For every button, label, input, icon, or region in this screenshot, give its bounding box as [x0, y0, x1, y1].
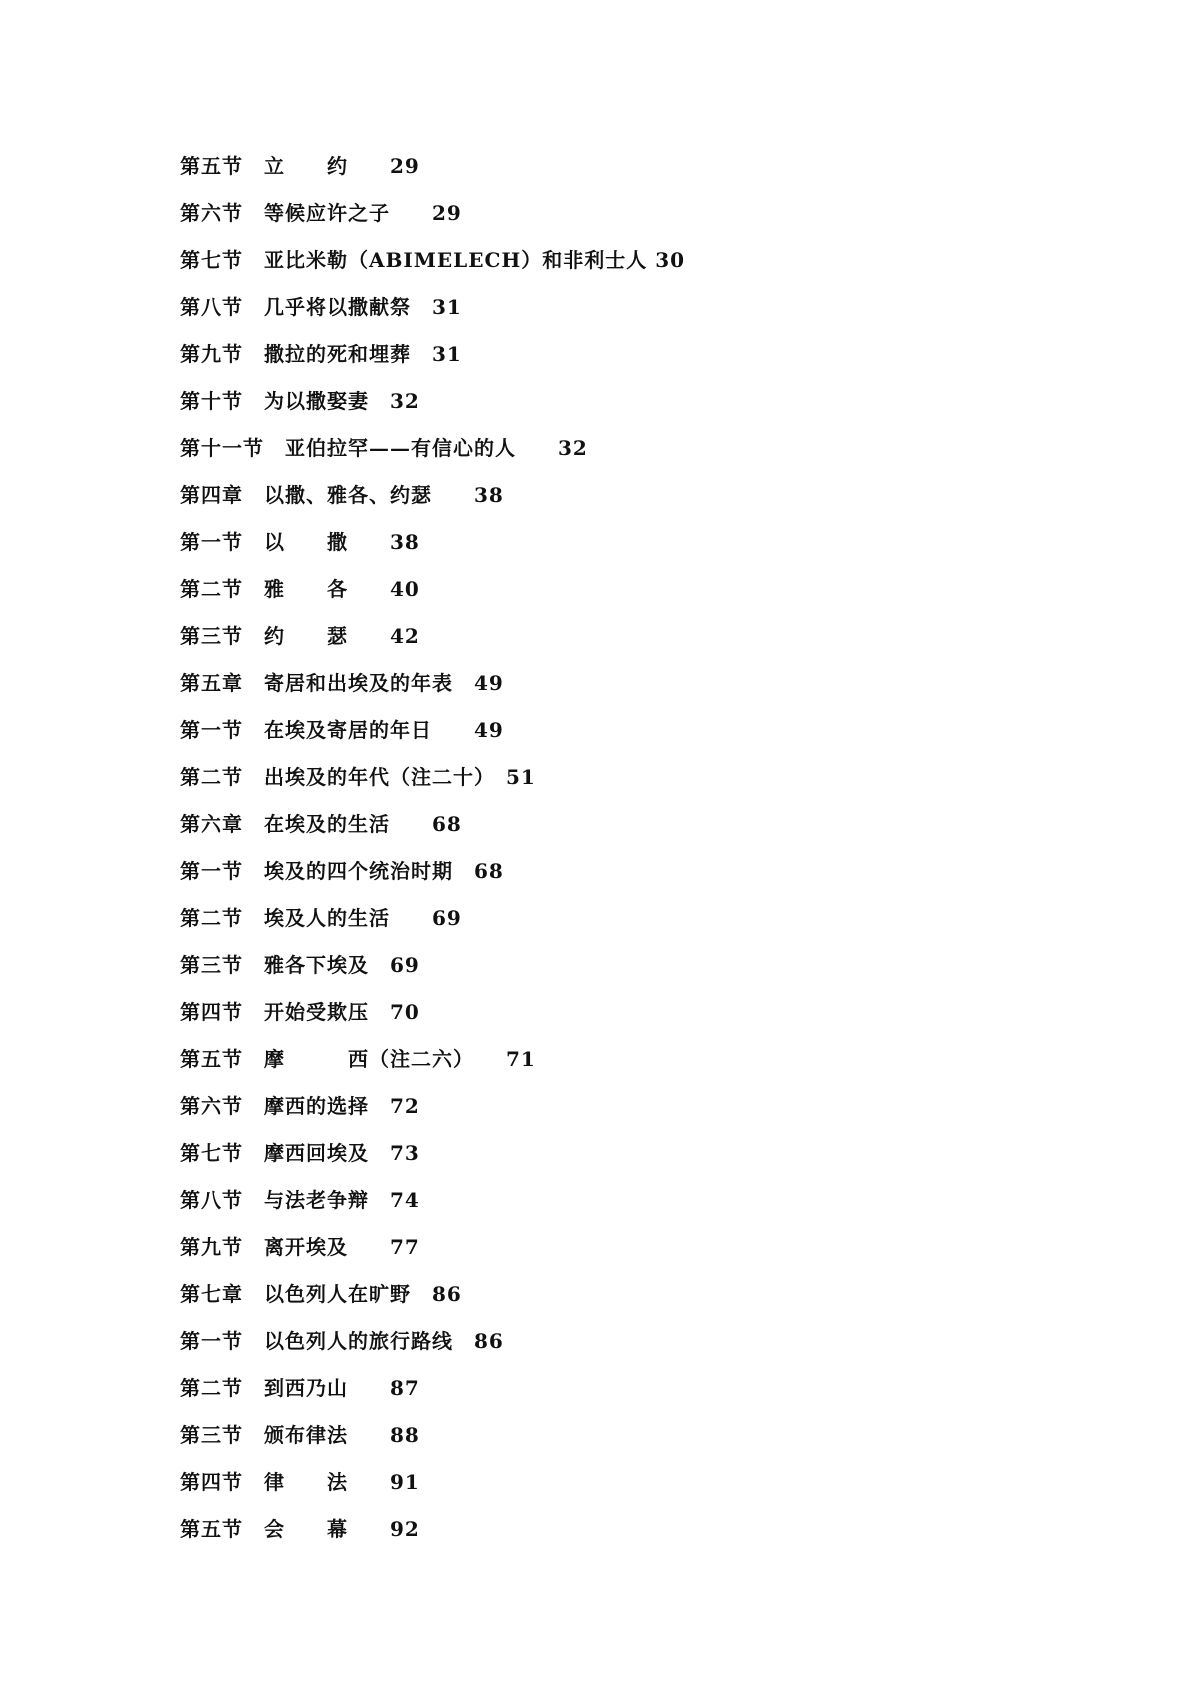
toc-entry: 第三节 雅各下埃及 69 — [180, 953, 420, 977]
toc-entry: 第五节 立 约 29 — [180, 154, 420, 178]
toc-chapter: 第五章 寄居和出埃及的年表 49 — [180, 671, 504, 695]
toc-entry: 第二节 到西乃山 87 — [180, 1376, 420, 1400]
toc-entry: 第二节 雅 各 40 — [180, 577, 420, 601]
toc-entry: 第五节 会 幕 92 — [180, 1517, 420, 1541]
toc-entry: 第二节 埃及人的生活 69 — [180, 906, 462, 930]
toc-entry: 第二节 出埃及的年代（注二十） 51 — [180, 765, 536, 789]
toc-entry: 第三节 颁布律法 88 — [180, 1423, 420, 1447]
toc-entry: 第九节 撒拉的死和埋葬 31 — [180, 342, 462, 366]
toc-chapter: 第四章 以撒、雅各、约瑟 38 — [180, 483, 504, 507]
toc-entry: 第一节 以色列人的旅行路线 86 — [180, 1329, 504, 1353]
toc-entry: 第八节 几乎将以撒献祭 31 — [180, 295, 462, 319]
toc-entry: 第六节 摩西的选择 72 — [180, 1094, 420, 1118]
toc-entry: 第十节 为以撒娶妻 32 — [180, 389, 420, 413]
toc-entry: 第八节 与法老争辩 74 — [180, 1188, 420, 1212]
toc-entry: 第九节 离开埃及 77 — [180, 1235, 420, 1259]
toc-entry: 第七节 亚比米勒（ABIMELECH）和非利士人 30 — [180, 248, 686, 272]
toc-entry: 第六节 等候应许之子 29 — [180, 201, 462, 225]
toc-entry: 第四节 开始受欺压 70 — [180, 1000, 420, 1024]
toc-chapter: 第七章 以色列人在旷野 86 — [180, 1282, 462, 1306]
toc-entry: 第五节 摩 西（注二六） 71 — [180, 1047, 536, 1071]
toc-entry: 第一节 埃及的四个统治时期 68 — [180, 859, 504, 883]
toc-entry: 第一节 在埃及寄居的年日 49 — [180, 718, 504, 742]
toc-entry: 第四节 律 法 91 — [180, 1470, 420, 1494]
toc-chapter: 第六章 在埃及的生活 68 — [180, 812, 462, 836]
toc-entry: 第十一节 亚伯拉罕——有信心的人 32 — [180, 436, 588, 460]
toc-entry: 第三节 约 瑟 42 — [180, 624, 420, 648]
toc-entry: 第七节 摩西回埃及 73 — [180, 1141, 420, 1165]
toc-entry: 第一节 以 撒 38 — [180, 530, 420, 554]
